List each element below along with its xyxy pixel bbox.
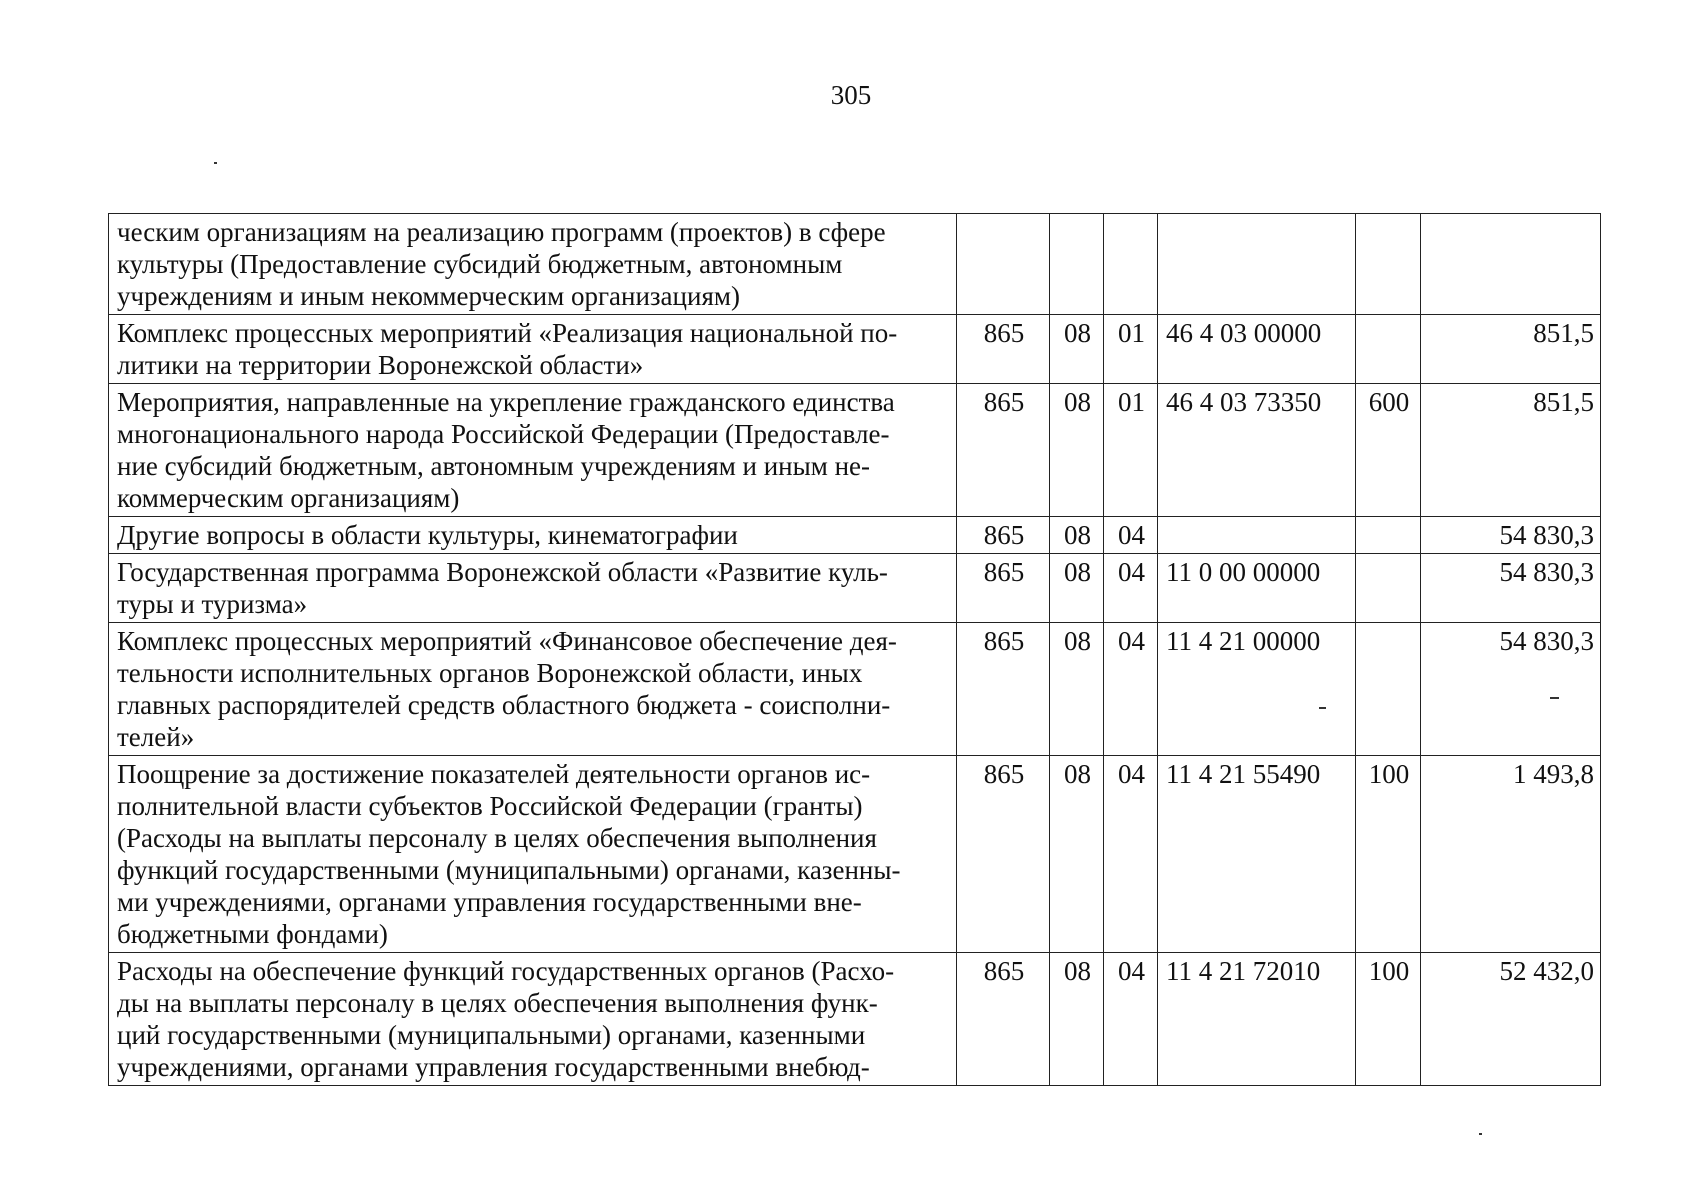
section-cell: 08 bbox=[1050, 315, 1104, 384]
row-name-cell bbox=[109, 517, 957, 554]
subsection-cell: 01 bbox=[1104, 384, 1158, 517]
grbs-cell: 865 bbox=[957, 953, 1050, 1086]
amount-cell: 851,5 bbox=[1421, 384, 1601, 517]
subsection-cell: 04 bbox=[1104, 517, 1158, 554]
expense-type-cell bbox=[1356, 214, 1421, 315]
expense-type-cell: 600 bbox=[1356, 384, 1421, 517]
row-name-line: функций государственными (муниципальными) органами, казенны- bbox=[117, 855, 901, 885]
grbs-cell bbox=[957, 214, 1050, 315]
row-name-line: ми учреждениями, органами управления государственными вне- bbox=[117, 887, 862, 917]
grbs-cell: 865 bbox=[957, 315, 1050, 384]
row-name-line: бюджетными фондами) bbox=[117, 919, 388, 949]
budget-table bbox=[108, 213, 1601, 1086]
amount-cell bbox=[1421, 214, 1601, 315]
row-name-line: учреждениями, органами управления государственными внебюд- bbox=[117, 1052, 870, 1082]
scan-speck bbox=[1479, 1133, 1482, 1135]
row-name-line: Государственная программа Воронежской области «Развитие куль- bbox=[117, 557, 888, 587]
row-name-line: учреждениям и иным некоммерческим организациям) bbox=[117, 281, 740, 311]
amount-cell: 851,5 bbox=[1421, 315, 1601, 384]
section-cell: 08 bbox=[1050, 623, 1104, 756]
amount-cell: 1 493,8 bbox=[1421, 756, 1601, 953]
amount-cell: 54 830,3 bbox=[1421, 623, 1601, 756]
row-name-line: туры и туризма» bbox=[117, 589, 308, 619]
row-name-line: Расходы на обеспечение функций государственных органов (Расхо- bbox=[117, 956, 895, 986]
grbs-cell: 865 bbox=[957, 756, 1050, 953]
row-name-line: (Расходы на выплаты персоналу в целях обеспечения выполнения bbox=[117, 823, 877, 853]
row-name-line: Другие вопросы в области культуры, кинематографии bbox=[117, 520, 738, 550]
row-name-cell bbox=[109, 953, 957, 1086]
row-name-line: ние субсидий бюджетным, автономным учреждениям и иным не- bbox=[117, 451, 871, 481]
section-cell bbox=[1050, 214, 1104, 315]
expense-type-cell bbox=[1356, 315, 1421, 384]
expense-type-cell bbox=[1356, 623, 1421, 756]
target-article-cell: 11 4 21 00000 bbox=[1158, 623, 1356, 756]
grbs-cell: 865 bbox=[957, 623, 1050, 756]
grbs-cell: 865 bbox=[957, 554, 1050, 623]
subsection-cell: 04 bbox=[1104, 623, 1158, 756]
row-name-line: многонационального народа Российской Федерации (Предоставле- bbox=[117, 419, 890, 449]
table-row bbox=[109, 623, 1601, 756]
row-name-line: литики на территории Воронежской области» bbox=[117, 350, 644, 380]
amount-cell: 54 830,3 bbox=[1421, 554, 1601, 623]
target-article-cell bbox=[1158, 517, 1356, 554]
row-name-line: Комплекс процессных мероприятий «Финансовое обеспечение дея- bbox=[117, 626, 897, 656]
target-article-cell: 11 4 21 55490 bbox=[1158, 756, 1356, 953]
expense-type-cell bbox=[1356, 517, 1421, 554]
row-name-line: ческим организациям на реализацию программ (проектов) в сфере bbox=[117, 217, 886, 247]
row-name-cell bbox=[109, 623, 957, 756]
grbs-cell: 865 bbox=[957, 384, 1050, 517]
row-name-cell bbox=[109, 554, 957, 623]
row-name-cell bbox=[109, 214, 957, 315]
table-row bbox=[109, 554, 1601, 623]
row-name-cell bbox=[109, 315, 957, 384]
grbs-cell: 865 bbox=[957, 517, 1050, 554]
subsection-cell: 04 bbox=[1104, 756, 1158, 953]
table-row bbox=[109, 953, 1601, 1086]
row-name-cell bbox=[109, 756, 957, 953]
target-article-cell: 46 4 03 73350 bbox=[1158, 384, 1356, 517]
section-cell: 08 bbox=[1050, 756, 1104, 953]
scan-speck bbox=[214, 162, 217, 164]
row-name-line: ды на выплаты персоналу в целях обеспечения выполнения функ- bbox=[117, 988, 878, 1018]
section-cell: 08 bbox=[1050, 517, 1104, 554]
expense-type-cell: 100 bbox=[1356, 756, 1421, 953]
section-cell: 08 bbox=[1050, 384, 1104, 517]
table-row bbox=[109, 756, 1601, 953]
expense-type-cell bbox=[1356, 554, 1421, 623]
row-name-line: тельности исполнительных органов Воронежской области, иных bbox=[117, 658, 863, 688]
table-row bbox=[109, 384, 1601, 517]
row-name-cell bbox=[109, 384, 957, 517]
row-name-line: Поощрение за достижение показателей деятельности органов ис- bbox=[117, 759, 871, 789]
table-row bbox=[109, 214, 1601, 315]
subsection-cell: 04 bbox=[1104, 554, 1158, 623]
table-row bbox=[109, 517, 1601, 554]
section-cell: 08 bbox=[1050, 953, 1104, 1086]
row-name-line: полнительной власти субъектов Российской Федерации (гранты) bbox=[117, 791, 863, 821]
row-name-line: Мероприятия, направленные на укрепление гражданского единства bbox=[117, 387, 895, 417]
section-cell: 08 bbox=[1050, 554, 1104, 623]
subsection-cell bbox=[1104, 214, 1158, 315]
row-name-line: Комплекс процессных мероприятий «Реализация национальной по- bbox=[117, 318, 898, 348]
row-name-line: главных распорядителей средств областного бюджета - соисполни- bbox=[117, 690, 891, 720]
target-article-cell bbox=[1158, 214, 1356, 315]
subsection-cell: 04 bbox=[1104, 953, 1158, 1086]
amount-cell: 52 432,0 bbox=[1421, 953, 1601, 1086]
subsection-cell: 01 bbox=[1104, 315, 1158, 384]
row-name-line: коммерческим организациям) bbox=[117, 483, 460, 513]
row-name-line: ций государственными (муниципальными) органами, казенными bbox=[117, 1020, 866, 1050]
row-name-line: культуры (Предоставление субсидий бюджетным, автономным bbox=[117, 249, 843, 279]
target-article-cell: 46 4 03 00000 bbox=[1158, 315, 1356, 384]
target-article-cell: 11 4 21 72010 bbox=[1158, 953, 1356, 1086]
amount-cell: 54 830,3 bbox=[1421, 517, 1601, 554]
expense-type-cell: 100 bbox=[1356, 953, 1421, 1086]
row-name-line: телей» bbox=[117, 722, 195, 752]
table-row bbox=[109, 315, 1601, 384]
target-article-cell: 11 0 00 00000 bbox=[1158, 554, 1356, 623]
page-number: 305 bbox=[830, 80, 872, 110]
